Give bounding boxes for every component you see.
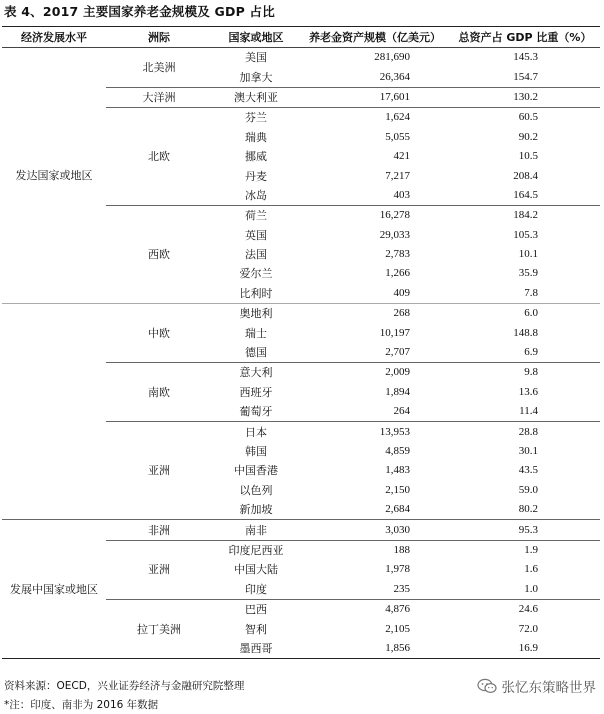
country-cell: 中国大陆 [234, 563, 278, 577]
gdp-pct-cell: 6.9 [450, 343, 600, 363]
region-cell: 拉丁美洲 [106, 599, 212, 658]
assets-cell: 13,953 [379, 425, 410, 438]
gdp-pct-cell: 28.8 [518, 425, 538, 438]
country-cell: 爱尔兰 [239, 267, 273, 281]
country-cell: 智利 [245, 622, 267, 636]
assets-cell: 188 [393, 543, 410, 556]
country-cell: 德国 [212, 343, 300, 363]
country-cell: 以色列 [239, 483, 273, 497]
level-cell-blank [2, 304, 106, 520]
assets-cell: 4,876 [385, 603, 410, 616]
gdp-pct-cell: 59.0 [518, 483, 538, 496]
header-row [2, 27, 600, 48]
gdp-pct-cell: 11.4 [450, 402, 600, 422]
country-cell: 印度 [212, 580, 300, 600]
assets-cell: 1,856 [300, 639, 450, 659]
assets-cell: 2,009 [385, 366, 410, 379]
region-cell: 大洋洲 [106, 87, 212, 107]
gdp-pct-cell: 1.0 [450, 580, 600, 600]
country-cell: 墨西哥 [212, 639, 300, 659]
country-cell: 奥地利 [239, 307, 273, 321]
gdp-pct-cell: 1.6 [524, 563, 538, 576]
assets-cell: 1,624 [385, 111, 410, 124]
assets-cell: 16,278 [379, 209, 410, 222]
assets-cell: 5,055 [385, 130, 410, 143]
gdp-pct-cell: 72.0 [518, 622, 538, 635]
country-cell: 加拿大 [212, 67, 300, 87]
assets-cell: 409 [300, 284, 450, 304]
assets-cell: 235 [300, 580, 450, 600]
assets-cell: 1,894 [385, 385, 410, 398]
table-title: 表 4、2017 主要国家养老金规模及 GDP 占比 [4, 4, 275, 19]
assets-cell: 2,707 [300, 343, 450, 363]
gdp-pct-cell: 80.2 [450, 500, 600, 520]
country-cell: 巴西 [245, 603, 267, 617]
gdp-pct-cell: 43.5 [518, 464, 538, 477]
gdp-pct-cell: 164.5 [450, 186, 600, 206]
source-note: 资料来源：OECD，兴业证券经济与金融研究院整理 [4, 680, 245, 692]
table-row [2, 48, 600, 68]
country-cell: 比利时 [212, 284, 300, 304]
data-note: *注：印度、南非为 2016 年数据 [4, 699, 159, 711]
region-cell: 南欧 [106, 363, 212, 422]
header-level: 经济发展水平 [2, 27, 106, 48]
gdp-pct-cell: 35.9 [518, 267, 538, 280]
assets-cell: 268 [393, 307, 410, 320]
pension-table [2, 26, 600, 659]
country-cell: 西班牙 [239, 385, 273, 399]
country-cell: 法国 [245, 248, 267, 262]
country-cell: 印度尼西亚 [228, 543, 284, 557]
assets-cell: 1,978 [385, 563, 410, 576]
gdp-pct-cell: 90.2 [518, 130, 538, 143]
gdp-pct-cell: 16.9 [450, 639, 600, 659]
gdp-pct-cell: 10.5 [518, 150, 538, 163]
assets-cell: 7,217 [385, 169, 410, 182]
country-cell: 挪威 [245, 150, 267, 164]
region-cell: 非洲 [106, 520, 212, 540]
gdp-pct-cell: 130.2 [450, 87, 600, 107]
gdp-pct-cell: 95.3 [450, 520, 600, 540]
header-region: 洲际 [106, 27, 212, 48]
region-cell: 中欧 [106, 304, 212, 363]
country-cell: 新加坡 [212, 500, 300, 520]
assets-cell: 2,150 [385, 483, 410, 496]
region-cell: 亚洲 [106, 422, 212, 520]
country-cell: 澳大利亚 [212, 87, 300, 107]
table-row [2, 520, 600, 540]
watermark-text: 张忆东策略世界 [501, 680, 596, 696]
level-cell: 发展中国家或地区 [2, 520, 106, 659]
assets-cell: 1,483 [385, 464, 410, 477]
gdp-pct-cell: 208.4 [513, 169, 538, 182]
wechat-icon [477, 678, 497, 694]
country-cell: 日本 [245, 425, 267, 439]
country-cell: 冰岛 [212, 186, 300, 206]
gdp-pct-cell: 30.1 [518, 445, 538, 457]
country-cell: 美国 [245, 51, 267, 65]
assets-cell: 421 [393, 150, 410, 163]
country-cell: 南非 [212, 520, 300, 540]
gdp-pct-cell: 13.6 [518, 385, 538, 398]
gdp-pct-cell: 105.3 [513, 228, 538, 241]
assets-cell: 2,684 [300, 500, 450, 520]
gdp-pct-cell: 184.2 [513, 209, 538, 222]
country-cell: 瑞士 [245, 326, 267, 340]
country-cell: 意大利 [239, 366, 273, 380]
assets-cell: 3,030 [300, 520, 450, 540]
assets-cell: 26,364 [300, 67, 450, 87]
country-cell: 中国香港 [234, 464, 278, 478]
gdp-pct-cell: 1.9 [524, 543, 538, 556]
header-assets: 养老金资产规模（亿美元） [300, 27, 450, 48]
level-cell: 发达国家或地区 [2, 48, 106, 304]
header-gdp-pct: 总资产占 GDP 比重（%） [450, 27, 600, 48]
country-cell: 韩国 [245, 445, 267, 458]
header-country: 国家或地区 [212, 27, 300, 48]
country-cell: 瑞典 [245, 130, 267, 144]
country-cell: 荷兰 [245, 209, 267, 223]
gdp-pct-cell: 145.3 [513, 51, 538, 64]
gdp-pct-cell: 154.7 [450, 67, 600, 87]
gdp-pct-cell: 10.1 [518, 248, 538, 261]
assets-cell: 4,859 [385, 445, 410, 457]
gdp-pct-cell: 7.8 [450, 284, 600, 304]
country-cell: 丹麦 [245, 169, 267, 183]
region-cell: 北美洲 [106, 48, 212, 88]
gdp-pct-cell: 6.0 [524, 307, 538, 320]
assets-cell: 2,105 [385, 622, 410, 635]
assets-cell: 403 [300, 186, 450, 206]
country-cell: 英国 [245, 228, 267, 242]
assets-cell: 10,197 [379, 326, 410, 339]
table-row [2, 304, 600, 324]
assets-cell: 17,601 [300, 87, 450, 107]
country-cell: 葡萄牙 [212, 402, 300, 422]
region-cell: 西欧 [106, 206, 212, 304]
gdp-pct-cell: 60.5 [518, 111, 538, 124]
assets-cell: 1,266 [385, 267, 410, 280]
assets-cell: 2,783 [385, 248, 410, 261]
watermark [477, 676, 597, 696]
country-cell: 芬兰 [245, 111, 267, 125]
gdp-pct-cell: 9.8 [524, 366, 538, 379]
assets-cell: 264 [300, 402, 450, 422]
assets-cell: 281,690 [374, 51, 410, 64]
gdp-pct-cell: 148.8 [513, 326, 538, 339]
assets-cell: 29,033 [379, 228, 410, 241]
region-cell: 亚洲 [106, 540, 212, 599]
gdp-pct-cell: 24.6 [518, 603, 538, 616]
region-cell: 北欧 [106, 108, 212, 206]
